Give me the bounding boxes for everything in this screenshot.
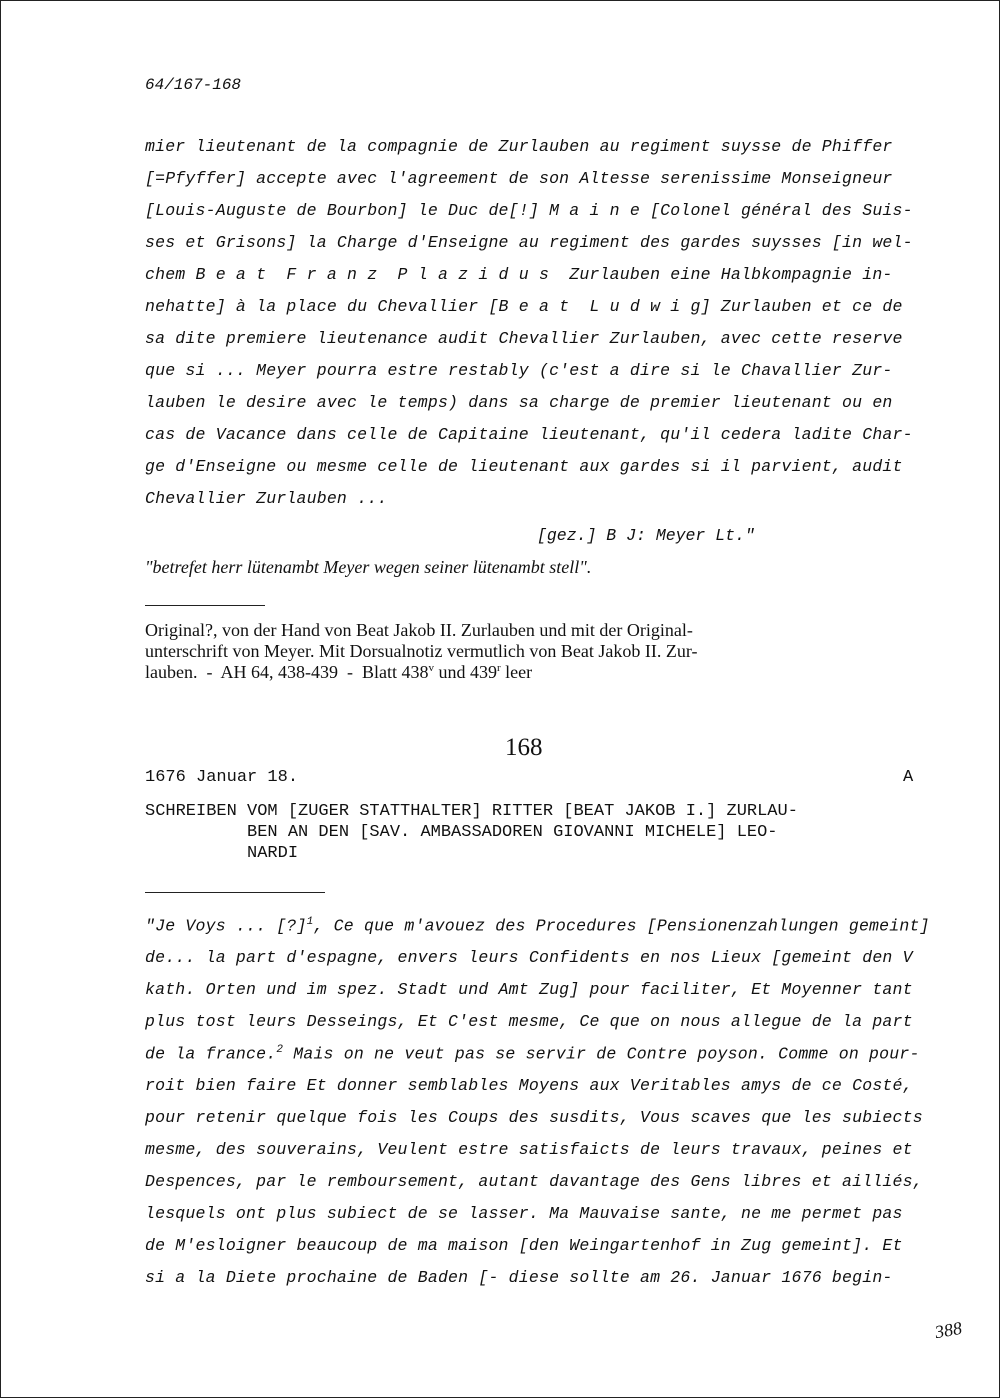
superscript: r <box>496 662 501 674</box>
document-date: 1676 Januar 18. <box>145 768 299 787</box>
text-line: chem B e a t F r a n z P l a z i d u s Zurlauben eine Halbkompagnie in- <box>145 265 893 284</box>
document-title-line: SCHREIBEN VOM [ZUGER STATTHALTER] RITTER [BEAT JAKOB I.] ZURLAU- <box>145 802 798 821</box>
source-note-line: unterschrift von Meyer. Mit Dorsualnotiz vermutlich von Beat Jakob II. Zur- <box>145 641 698 661</box>
text-line: Chevallier Zurlauben ... <box>145 489 388 508</box>
source-note-line: Original?, von der Hand von Beat Jakob II. Zurlauben und mit der Original- <box>145 620 693 640</box>
document-number: 168 <box>505 734 543 761</box>
text-line: pour retenir quelque fois les Coups des susdits, Vous scaves que les subiects <box>145 1108 923 1127</box>
text-line: lauben le desire avec le temps) dans sa charge de premier lieutenant ou en <box>145 393 893 412</box>
text-span: de la france. <box>145 1044 277 1064</box>
footnote-marker: 2 <box>276 1044 284 1056</box>
text-line: mier lieutenant de la compagnie de Zurlauben au regiment suysse de Phiffer <box>145 137 893 156</box>
text-span: Mais on ne veut pas se servir de Contre poyson. Comme on pour- <box>283 1044 920 1064</box>
dorsal-note: "betrefet herr lütenambt Meyer wegen seiner lütenambt stell". <box>145 557 592 577</box>
text-line: que si ... Meyer pourra estre restably (c'est a dire si le Chavallier Zur- <box>145 361 893 380</box>
text-line: nehatte] à la place du Chevallier [B e a t L u d w i g] Zurlauben et ce de <box>145 297 903 316</box>
document-title-line: BEN AN DEN [SAV. AMBASSADOREN GIOVANNI MICHELE] LEO- <box>145 823 778 842</box>
text-line: kath. Orten und im spez. Stadt und Amt Zug] pour faciliter, Et Moyenner tant <box>145 980 913 999</box>
text-span: , Ce que m'avouez des Procedures [Pensionenzahlungen gemeint] <box>313 916 930 936</box>
text-line: sa dite premiere lieutenance audit Chevallier Zurlauben, avec cette reserve <box>145 329 903 348</box>
superscript: v <box>428 662 434 674</box>
text-line <box>145 1044 920 1064</box>
handwritten-page-mark: 388 <box>933 1317 964 1343</box>
text-line: Despences, par le remboursement, autant davantage des Gens libres et ailliés, <box>145 1172 923 1191</box>
text-line: roit bien faire Et donner semblables Moyens aux Veritables amys de ce Costé, <box>145 1076 913 1095</box>
signature: [gez.] B J: Meyer Lt." <box>537 526 755 545</box>
text-span: "Je Voys ... [?] <box>145 916 307 936</box>
note-text: lauben. - AH 64, 438-439 - Blatt 438 <box>145 662 429 682</box>
source-note-line <box>145 662 532 683</box>
text-line: si a la Diete prochaine de Baden [- diese sollte am 26. Januar 1676 begin- <box>145 1268 893 1287</box>
divider <box>145 892 325 893</box>
text-line <box>145 916 930 936</box>
text-line: [=Pfyffer] accepte avec l'agreement de son Altesse serenissime Monseigneur <box>145 169 893 188</box>
document-sigla: A <box>903 768 914 787</box>
text-line: de... la part d'espagne, envers leurs Confidents en nos Lieux [gemeint den V <box>145 948 913 967</box>
text-line: mesme, des souverains, Veulent estre satisfaicts de leurs travaux, peines et <box>145 1140 913 1159</box>
text-line: [Louis-Auguste de Bourbon] le Duc de[!] M a i n e [Colonel général des Suis- <box>145 201 913 220</box>
page-reference: 64/167-168 <box>145 76 242 94</box>
document-title-line: NARDI <box>145 844 299 863</box>
note-text: leer <box>500 662 533 682</box>
text-line: cas de Vacance dans celle de Capitaine lieutenant, qu'il cedera ladite Char- <box>145 425 913 444</box>
text-line: lesquels ont plus subiect de se lasser. Ma Mauvaise sante, ne me permet pas <box>145 1204 903 1223</box>
text-line: plus tost leurs Desseings, Et C'est mesme, Ce que on nous allegue de la part <box>145 1012 913 1031</box>
text-line: ge d'Enseigne ou mesme celle de lieutenant aux gardes si il parvient, audit <box>145 457 903 476</box>
text-line: de M'esloigner beaucoup de ma maison [den Weingartenhof in Zug gemeint]. Et <box>145 1236 903 1255</box>
text-line: ses et Grisons] la Charge d'Enseigne au regiment des gardes suysses [in wel- <box>145 233 913 252</box>
note-text: und 439 <box>433 662 497 682</box>
divider <box>145 605 265 606</box>
footnote-marker: 1 <box>306 916 314 928</box>
